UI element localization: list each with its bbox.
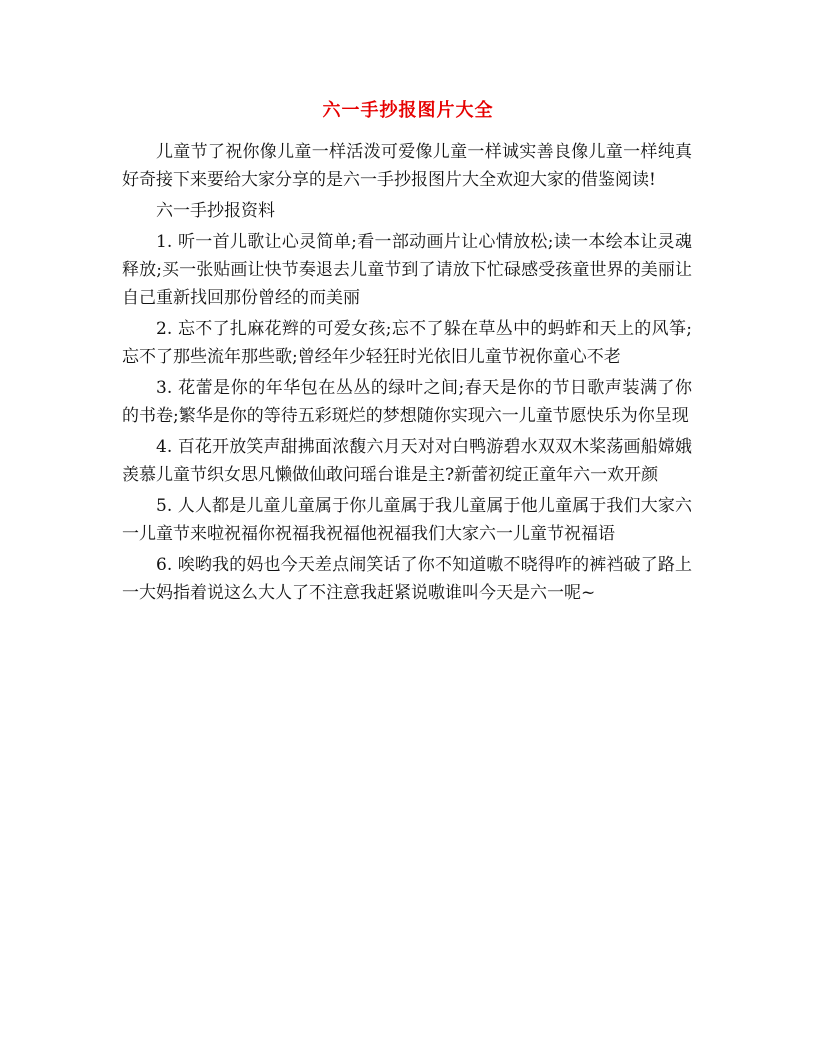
list-item-4: 4. 百花开放笑声甜拂面浓馥六月天对对白鸭游碧水双双木桨荡画船嫦娥羡慕儿童节织女思凡懒做仙敢问瑶台谁是主?新蕾初绽正童年六一欢开颜 (122, 437, 692, 485)
list-item-2: 2. 忘不了扎麻花辫的可爱女孩;忘不了躲在草丛中的蚂蚱和天上的风筝;忘不了那些流年那些歌;曾经年少轻狂时光依旧儿童节祝你童心不老 (122, 319, 692, 367)
list-item-6: 6. 唉哟我的妈也今天差点闹笑话了你不知道嗷不晓得咋的裤裆破了路上一大妈指着说这么大人了不注意我赶紧说嗷谁叫今天是六一呢~ (122, 555, 692, 603)
list-item-5: 5. 人人都是儿童儿童属于你儿童属于我儿童属于他儿童属于我们大家六一儿童节来啦祝福你祝福我祝福他祝福我们大家六一儿童节祝福语 (122, 496, 692, 544)
list-item-3: 3. 花蕾是你的年华包在丛丛的绿叶之间;春天是你的节日歌声装满了你的书卷;繁华是你的等待五彩斑烂的梦想随你实现六一儿童节愿快乐为你呈现 (122, 378, 692, 426)
document-title: 六一手抄报图片大全 (322, 100, 494, 121)
list-item-1: 1. 听一首儿歌让心灵简单;看一部动画片让心情放松;读一本绘本让灵魂释放;买一张贴画让快节奏退去儿童节到了请放下忙碌感受孩童世界的美丽让自己重新找回那份曾经的而美丽 (122, 232, 692, 308)
section-heading: 六一手抄报资料 (156, 201, 275, 221)
document-body (122, 138, 692, 610)
intro-paragraph: 儿童节了祝你像儿童一样活泼可爱像儿童一样诚实善良像儿童一样纯真好奇接下来要给大家分享的是六一手抄报图片大全欢迎大家的借鉴阅读! (122, 142, 692, 190)
